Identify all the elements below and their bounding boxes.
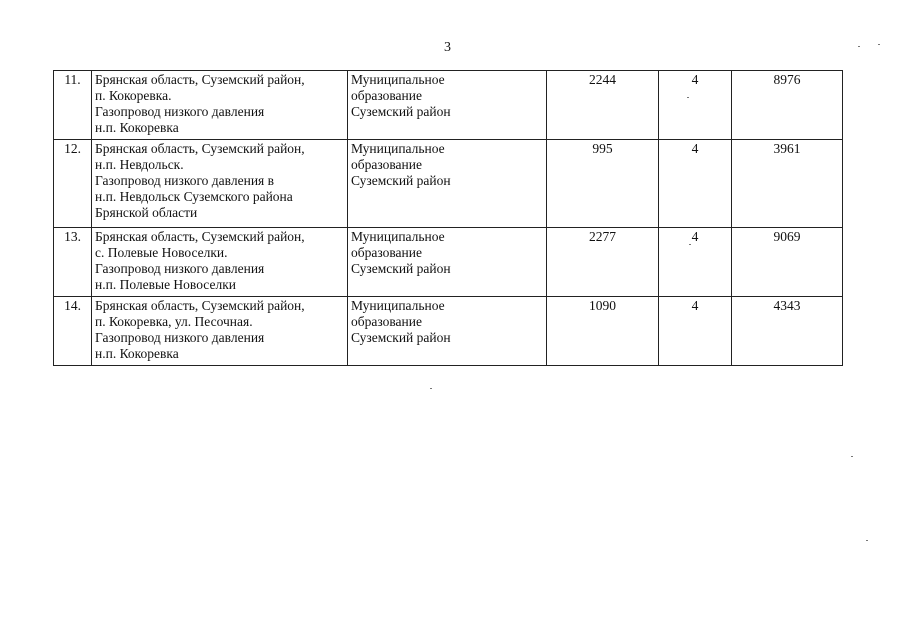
address-line: Брянская область, Суземский район, — [95, 298, 305, 313]
address-line: Газопровод низкого давления — [95, 261, 265, 276]
address-line: п. Кокоревка, ул. Песочная. — [95, 314, 253, 329]
address-line: п. Кокоревка. — [95, 88, 172, 103]
scan-speck — [851, 456, 853, 457]
length-cell: 995 — [547, 140, 659, 228]
scan-speck — [866, 540, 868, 541]
address-cell — [92, 140, 348, 228]
address-line: Брянская область, Суземский район, — [95, 72, 305, 87]
owner-line: Суземский район — [351, 330, 451, 345]
owner-cell — [348, 297, 547, 366]
owner-cell — [348, 228, 547, 297]
address-cell — [92, 228, 348, 297]
length-cell: 2277 — [547, 228, 659, 297]
table-row — [54, 297, 843, 366]
row-number: 12. — [54, 140, 92, 228]
address-line: н.п. Кокоревка — [95, 120, 179, 135]
owner-line: Муниципальное — [351, 229, 445, 244]
value-cell: 4343 — [732, 297, 843, 366]
address-line: Брянской области — [95, 205, 198, 220]
table-row — [54, 140, 843, 228]
length-cell: 1090 — [547, 297, 659, 366]
diameter-cell: 4 — [659, 297, 732, 366]
scan-speck — [858, 46, 860, 47]
diameter-cell: 4 — [659, 140, 732, 228]
table-row — [54, 228, 843, 297]
diameter-cell: 4 — [659, 71, 732, 140]
owner-line: Муниципальное — [351, 298, 445, 313]
owner-line: образование — [351, 157, 422, 172]
row-number: 14. — [54, 297, 92, 366]
address-line: н.п. Невдольск Суземского района — [95, 189, 293, 204]
address-cell — [92, 71, 348, 140]
scan-speck — [430, 388, 432, 389]
address-line: Газопровод низкого давления в — [95, 173, 275, 188]
address-cell — [92, 297, 348, 366]
owner-cell — [348, 71, 547, 140]
owner-line: образование — [351, 314, 422, 329]
owner-line: Суземский район — [351, 261, 451, 276]
length-cell: 2244 — [547, 71, 659, 140]
objects-table — [53, 70, 843, 366]
owner-line: Суземский район — [351, 104, 451, 119]
row-number: 13. — [54, 228, 92, 297]
address-line: Брянская область, Суземский район, — [95, 229, 305, 244]
owner-line: Суземский район — [351, 173, 451, 188]
owner-line: образование — [351, 245, 422, 260]
owner-line: Муниципальное — [351, 72, 445, 87]
value-cell: 8976 — [732, 71, 843, 140]
address-line: н.п. Кокоревка — [95, 346, 179, 361]
address-line: Газопровод низкого давления — [95, 104, 265, 119]
address-line: Газопровод низкого давления — [95, 330, 265, 345]
row-number: 11. — [54, 71, 92, 140]
value-cell: 3961 — [732, 140, 843, 228]
scan-speck — [689, 244, 691, 245]
owner-line: образование — [351, 88, 422, 103]
owner-cell — [348, 140, 547, 228]
value-cell: 9069 — [732, 228, 843, 297]
diameter-cell: 4 — [659, 228, 732, 297]
scan-speck — [878, 44, 880, 45]
owner-line: Муниципальное — [351, 141, 445, 156]
scan-speck — [687, 97, 689, 98]
address-line: Брянская область, Суземский район, — [95, 141, 305, 156]
table-row — [54, 71, 843, 140]
address-line: с. Полевые Новоселки. — [95, 245, 228, 260]
address-line: н.п. Невдольск. — [95, 157, 184, 172]
page-number: 3 — [444, 40, 451, 55]
address-line: н.п. Полевые Новоселки — [95, 277, 236, 292]
